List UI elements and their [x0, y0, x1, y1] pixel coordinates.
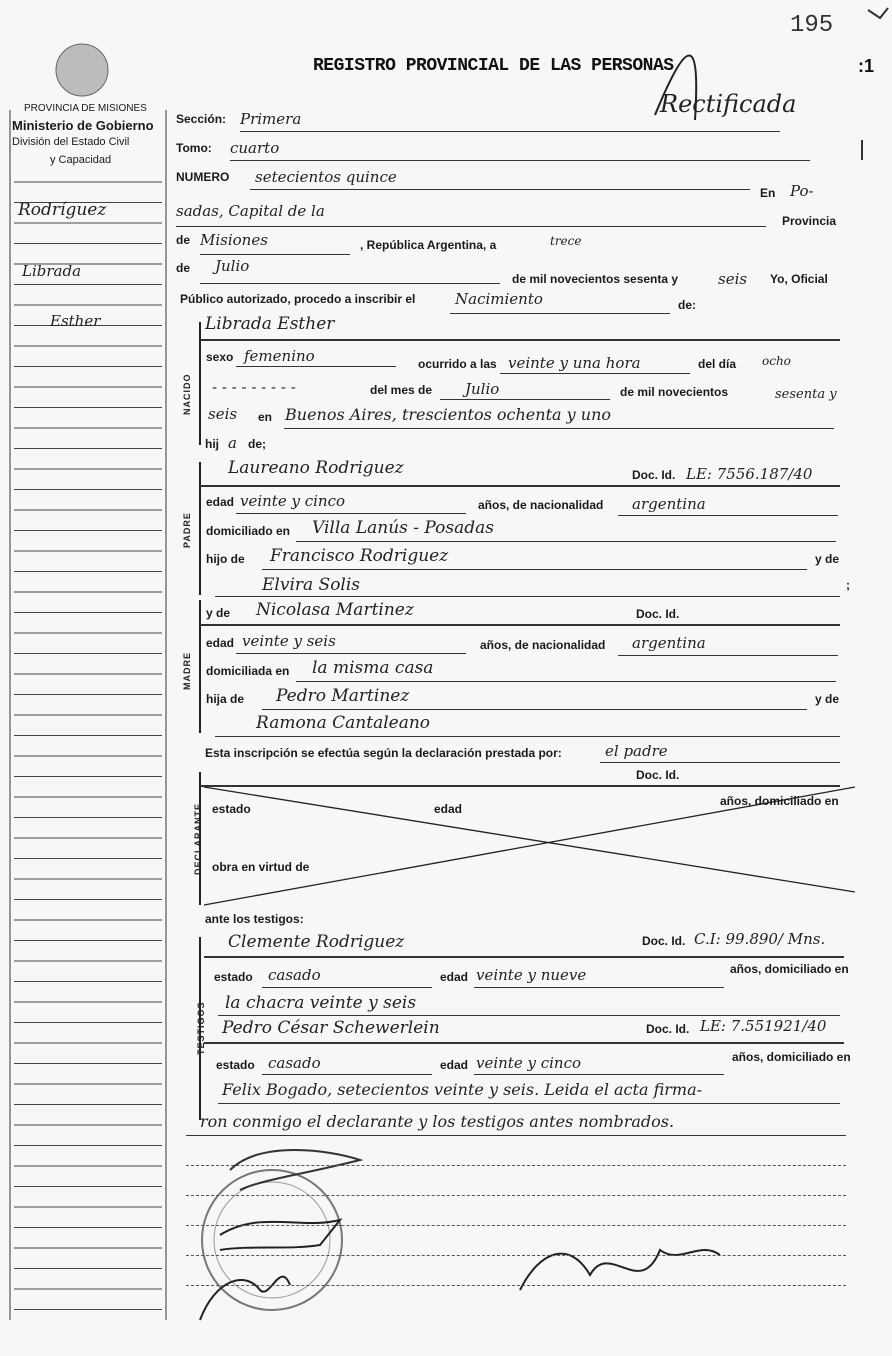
- seccion-label: Sección:: [176, 112, 227, 126]
- sexo-label: sexo: [206, 350, 234, 364]
- dia-label: del día: [698, 357, 737, 371]
- declarante-intro-value: el padre: [605, 742, 668, 760]
- declarante-section-label: DECLARANTE: [193, 803, 203, 875]
- nacido-dashes: - - - - - - - - -: [212, 378, 296, 396]
- declarante-intro-label: Esta inscripción se efectúa según la declaración prestada por:: [205, 746, 562, 760]
- hij-label: hij: [205, 437, 219, 451]
- madre-doc-label: Doc. Id.: [636, 607, 680, 621]
- hora-value: veinte y una hora: [508, 354, 641, 372]
- padre-semicolon: ;: [846, 578, 850, 592]
- anio-value: seis: [718, 270, 748, 288]
- padre-section-label: PADRE: [182, 512, 192, 548]
- nacido-lugar-value: Buenos Aires, trescientos ochenta y uno: [285, 405, 611, 424]
- madre-section-label: MADRE: [182, 652, 192, 690]
- en-value-1: Po-: [790, 182, 814, 200]
- madre-edad-value: veinte y seis: [242, 632, 336, 650]
- nacido-mes-value: Julio: [465, 380, 500, 398]
- madre-edad-label: edad: [206, 636, 235, 650]
- en-label: En: [760, 186, 776, 200]
- padre-nac-label: años, de nacionalidad: [478, 498, 604, 512]
- nacido-en-label: en: [258, 410, 273, 424]
- margin-surname: Rodríguez: [18, 200, 107, 220]
- sexo-value: femenino: [244, 347, 315, 365]
- padre-edad-value: veinte y cinco: [240, 492, 346, 510]
- province-line: PROVINCIA DE MISIONES: [24, 103, 147, 114]
- testigo-2-estado-label: estado: [216, 1058, 255, 1072]
- padre-nac-value: argentina: [632, 495, 706, 513]
- testigo-2-edad-value: veinte y cinco: [476, 1054, 582, 1072]
- madre-yde-label-2: y de: [815, 692, 840, 706]
- numero-value: setecientos quince: [255, 168, 397, 186]
- margin-name-1: Librada: [22, 262, 82, 280]
- republica-label: , República Argentina, a: [360, 238, 497, 252]
- tomo-value: cuarto: [230, 139, 280, 157]
- de-label: de: [176, 233, 191, 247]
- closing-text: ron conmigo el declarante y los testigos antes nombrados.: [200, 1112, 675, 1131]
- testigo-2-doc-label: Doc. Id.: [646, 1022, 690, 1036]
- padre-dom-value: Villa Lanús - Posadas: [312, 518, 495, 538]
- madre-hija-label: hija de: [206, 692, 245, 706]
- declarante-doc-label: Doc. Id.: [636, 768, 680, 782]
- nacido-section-label: NACIDO: [182, 373, 192, 415]
- testigo-1-edad-value: veinte y nueve: [476, 966, 587, 984]
- padre-edad-label: edad: [206, 495, 235, 509]
- madre-nac-label: años, de nacionalidad: [480, 638, 606, 652]
- nacido-anio-label: de mil novecientos: [620, 385, 729, 399]
- testigos-intro-label: ante los testigos:: [205, 912, 304, 926]
- declarante-dom-label: años, domiciliado en: [720, 794, 839, 808]
- testigos-section-label: TESTIGOS: [196, 1001, 206, 1055]
- en-value-2: sadas, Capital de la: [176, 202, 325, 220]
- acto-value: Nacimiento: [455, 290, 543, 308]
- declarante-estado-label: estado: [212, 802, 251, 816]
- margin-name-2: Esther: [50, 312, 101, 330]
- testigo-2-estado-value: casado: [268, 1054, 321, 1072]
- ministry-line: Ministerio de Gobierno: [12, 118, 154, 133]
- madre-dom-label: domiciliada en: [206, 664, 290, 678]
- testigo-2-doc-value: LE: 7.551921/40: [700, 1017, 827, 1035]
- declarante-obra-label: obra en virtud de: [212, 860, 310, 874]
- page-number: 195: [790, 12, 834, 39]
- testigo-1-edad-label: edad: [440, 970, 469, 984]
- declarante-edad-label: edad: [434, 802, 463, 816]
- madre-nac-value: argentina: [632, 634, 706, 652]
- oficial-label: Yo, Oficial: [770, 272, 828, 286]
- padre-madre-value: Elvira Solis: [262, 575, 361, 595]
- padre-name: Laureano Rodriguez: [228, 458, 404, 478]
- de-label-2: de: [176, 261, 191, 275]
- padre-doc-value: LE: 7556.187/40: [686, 465, 813, 483]
- tomo-label: Tomo:: [176, 141, 212, 155]
- testigo-2-name: Pedro César Schewerlein: [222, 1018, 440, 1038]
- padre-hijo-value: Francisco Rodriguez: [270, 546, 449, 566]
- testigo-2-dom-value: Felix Bogado, setecientos veinte y seis. Leida el acta firma-: [222, 1080, 703, 1099]
- testigo-1-doc-label: Doc. Id.: [642, 934, 686, 948]
- nacido-name: Librada Esther: [205, 314, 335, 334]
- nacido-anio-value-1: sesenta y: [775, 387, 837, 402]
- testigo-1-doc-value: C.I: 99.890/ Mns.: [694, 930, 826, 948]
- provincia-label: Provincia: [782, 214, 837, 228]
- madre-madre-value: Ramona Cantaleano: [256, 713, 431, 733]
- madre-dom-value: la misma casa: [312, 658, 434, 678]
- testigo-1-estado-label: estado: [214, 970, 253, 984]
- padre-yde-label: y de: [815, 552, 840, 566]
- padre-dom-label: domiciliado en: [206, 524, 291, 538]
- testigo-1-name: Clemente Rodriguez: [228, 932, 405, 952]
- nacido-mes-label: del mes de: [370, 383, 433, 397]
- corner-mark: :1: [858, 56, 875, 76]
- testigo-1-estado-value: casado: [268, 966, 321, 984]
- rectificada-stamp: Rectificada: [660, 90, 797, 118]
- ocurrido-label: ocurrido a las: [418, 357, 497, 371]
- anio-label: de mil novecientos sesenta y: [512, 272, 679, 286]
- testigo-1-dom-label: años, domiciliado en: [730, 962, 849, 976]
- de-colon: de:: [678, 298, 696, 312]
- capacity-line: y Capacidad: [50, 154, 112, 166]
- provincia-value: Misiones: [200, 231, 268, 249]
- seccion-value: Primera: [240, 110, 302, 128]
- mes-value: Julio: [215, 257, 250, 275]
- division-line: División del Estado Civil: [12, 136, 130, 148]
- hij-de-label: de;: [248, 437, 266, 451]
- document-title: REGISTRO PROVINCIAL DE LAS PERSONAS: [313, 56, 674, 76]
- publico-label: Público autorizado, procedo a inscribir el: [180, 292, 416, 306]
- testigo-2-dom-label: años, domiciliado en: [732, 1050, 851, 1064]
- nacido-anio-value-2: seis: [208, 405, 238, 423]
- numero-label: NUMERO: [176, 170, 230, 184]
- madre-hija-value: Pedro Martinez: [276, 686, 410, 706]
- madre-yde-label: y de: [206, 606, 231, 620]
- hij-value: a: [228, 434, 237, 452]
- nacido-dia-value: ocho: [762, 354, 791, 368]
- padre-hijo-label: hijo de: [206, 552, 245, 566]
- testigo-2-edad-label: edad: [440, 1058, 469, 1072]
- dia-value: trece: [550, 234, 582, 248]
- padre-doc-label: Doc. Id.: [632, 468, 676, 482]
- madre-name: Nicolasa Martinez: [256, 600, 414, 620]
- testigo-1-dom-value: la chacra veinte y seis: [225, 993, 417, 1013]
